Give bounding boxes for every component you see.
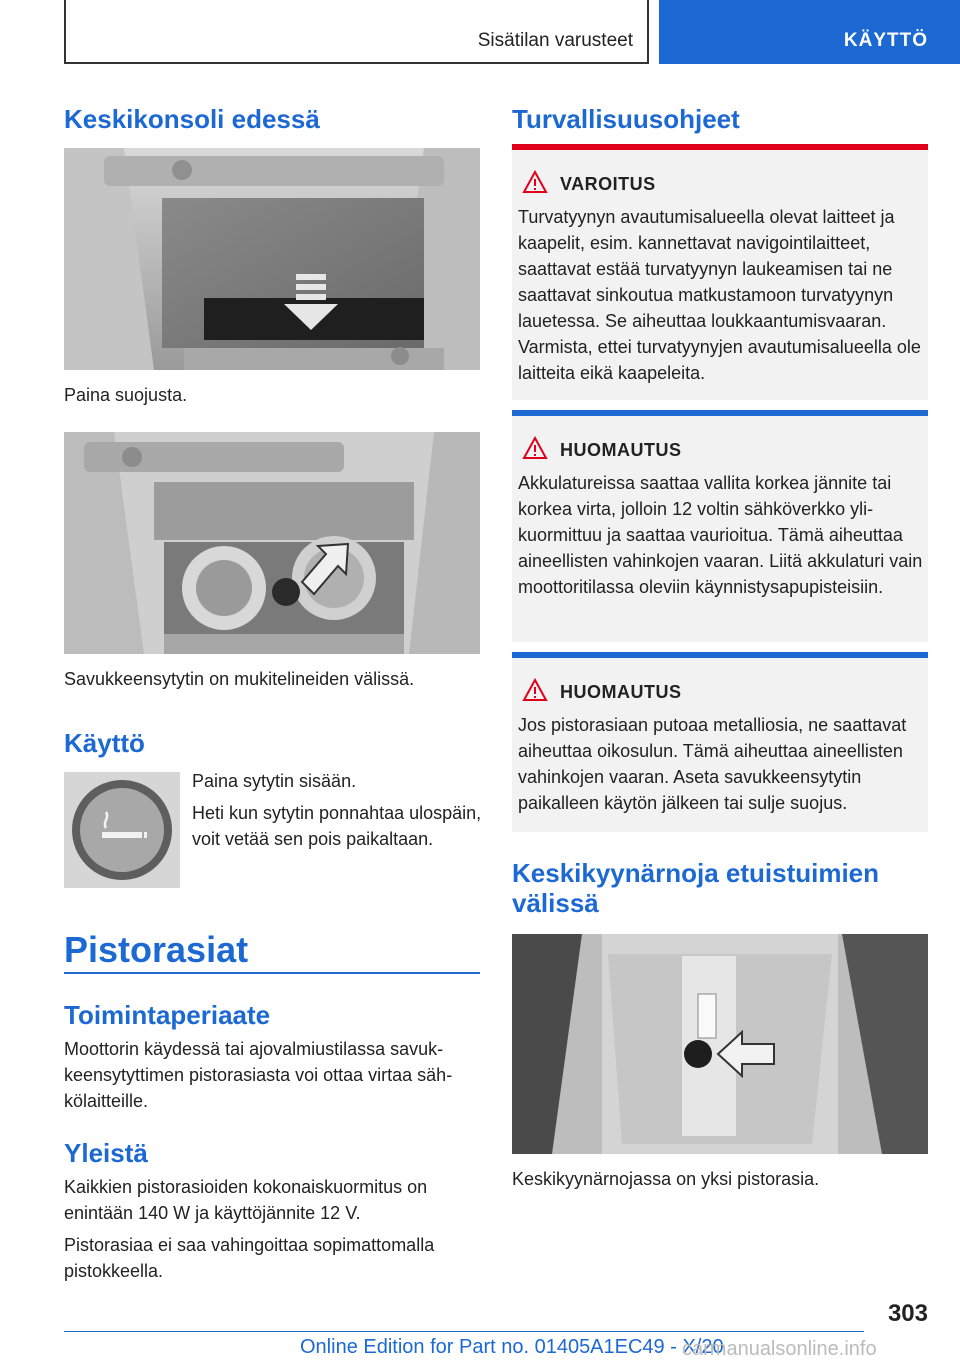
warning-triangle-icon xyxy=(522,678,548,702)
photo-cupholders xyxy=(64,432,480,654)
heading-console: Keskikonsoli edessä xyxy=(64,104,320,134)
photo-lighter-button xyxy=(64,772,180,888)
principle-text: Moottorin käydessä tai ajovalmiustilassa savukkeensytyttimen pistorasiasta voi ottaa virtaa sähkölaitteille. xyxy=(64,1039,453,1111)
header-section xyxy=(64,0,649,64)
caption-armrest: Keskikyynärnojassa on yksi pistorasia. xyxy=(512,1169,820,1189)
heading-safety: Turvallisuusohjeet xyxy=(512,104,740,134)
notice-text: Akkulatureissa saattaa vallita korkea jännite tai korkea virta, jolloin 12 voltin sähköverkko ylikuormittuu ja saattaa vaurioitua. Tämä aiheuttaa aineellisten vahinkojen vaaran. Liitä akkulaturi vain moottoritilassa oleviin käynnistysapupisteisiin. xyxy=(518,473,923,597)
notice-title: HUOMAUTUS xyxy=(560,440,682,460)
warning-title: VAROITUS xyxy=(560,174,656,194)
warning-triangle-icon xyxy=(522,170,548,194)
page-number: 303 xyxy=(887,1300,928,1327)
photo-console-cover xyxy=(64,148,480,370)
heading-sockets: Pistorasiat xyxy=(64,929,249,970)
notice-box-metal xyxy=(512,652,928,832)
tab-label: KÄYTTÖ xyxy=(843,30,928,51)
general-text-2: Pistorasiaa ei saa vahingoittaa sopimattomalla pistokkeella. xyxy=(64,1235,435,1281)
watermark: carmanualsonline.info xyxy=(682,1338,877,1360)
caption-lighter-location: Savukkeensytytin on mukitelineiden välissä. xyxy=(64,669,415,689)
heading-use: Käyttö xyxy=(64,728,145,758)
photo-armrest-socket xyxy=(512,934,928,1154)
use-step-1: Paina sytytin sisään. xyxy=(192,771,357,791)
notice-title: HUOMAUTUS xyxy=(560,682,682,702)
caption-press-cover: Paina suojusta. xyxy=(64,385,188,405)
section-title: Sisätilan varusteet xyxy=(477,30,633,51)
warning-box xyxy=(512,144,928,400)
header-tab[interactable] xyxy=(659,0,960,64)
general-text-1: Kaikkien pistorasioiden kokonaiskuormitus on enintään 140 W ja käyttöjännite 12 V. xyxy=(64,1177,428,1223)
heading-general: Yleistä xyxy=(64,1138,148,1168)
heading-armrest: Keskikyynärnoja etuistuimien välissä xyxy=(512,858,880,918)
warning-text: Turvatyynyn avautumisalueella olevat laitteet ja kaapelit, esim. kannettavat navigointilaitteet, saattavat estää turvatyynyn laukeamisen tai ne saattavat sinkoutua matkustamoon turvatyynyn lauetessa. Se aiheuttaa loukkaantumisvaaran. Varmista, ettei turvatyynyjen avautumisalueella ole laitteita eikä kaapeleita. xyxy=(518,207,921,383)
use-step-2: Heti kun sytytin ponnahtaa ulospäin, voit vetää sen pois paikaltaan. xyxy=(192,803,482,849)
heading-rule xyxy=(64,972,480,974)
footer-rule xyxy=(64,1331,864,1332)
warning-triangle-icon xyxy=(522,436,548,460)
notice-text: Jos pistorasiaan putoaa metalliosia, ne saattavat aiheuttaa oikosulun. Tämä aiheuttaa aineellisten vahinkojen vaaran. Aseta savukkeensytytin paikalleen käytön jälkeen tai sulje suojus. xyxy=(518,715,907,813)
edition-text: Online Edition for Part no. 01405A1EC49 - X/20 xyxy=(300,1336,724,1358)
heading-principle: Toimintaperiaate xyxy=(64,1000,271,1030)
notice-box-charger xyxy=(512,410,928,642)
